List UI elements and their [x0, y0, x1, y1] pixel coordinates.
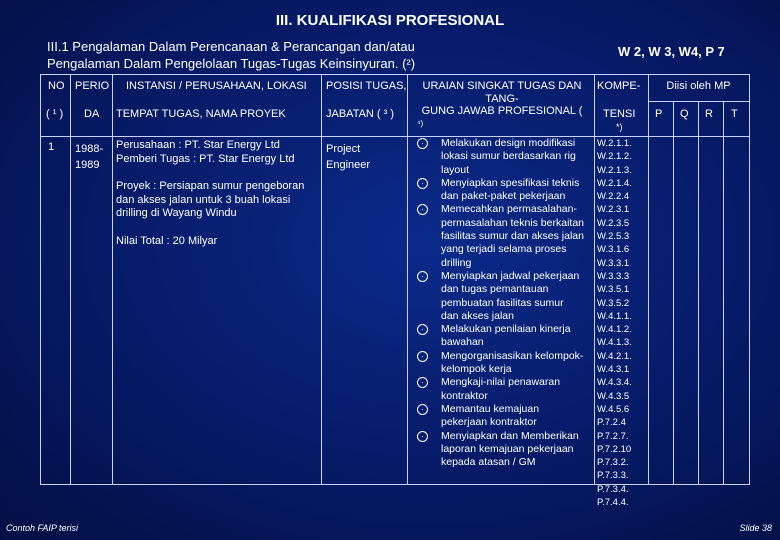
- header-kompetensi-3: *): [616, 122, 623, 132]
- task-line: Menyiapkan spesifikasi teknis: [441, 176, 580, 189]
- task-line: yang terjadi selama proses: [441, 243, 567, 256]
- clock-bullet-icon: ·: [417, 324, 428, 335]
- subtitle-line-1: III.1 Pengalaman Dalam Perencanaan & Perancangan dan/atau: [47, 39, 415, 54]
- competency-code: W.4.1.3.: [597, 337, 632, 349]
- task-line: Melakukan design modifikasi: [441, 137, 576, 149]
- row-posisi-2: Engineer: [326, 159, 371, 171]
- page-title: III. KUALIFIKASI PROFESIONAL: [275, 12, 505, 29]
- task-line: Memecahkan permasalahan-: [441, 203, 577, 216]
- competency-code: W.4.3.5: [597, 390, 630, 402]
- task-item: [417, 430, 592, 470]
- task-line: Memantau kemajuan: [441, 402, 540, 415]
- clock-bullet-icon: ·: [417, 271, 428, 282]
- task-line: Menyiapkan jadwal pekerjaan: [441, 269, 580, 282]
- competency-code: W.4.3.1: [597, 364, 630, 376]
- task-line: kepada atasan / GM: [441, 456, 536, 469]
- row-proyek-1: Proyek : Persiapan sumur pengeboran: [116, 180, 305, 192]
- row-divider: [648, 101, 749, 102]
- row-proyek-3: drilling di Wayang Windu: [116, 207, 237, 219]
- task-line: kelompok kerja: [441, 363, 512, 376]
- row-periode: [75, 141, 103, 173]
- task-line: dan tugas pemantauan: [441, 283, 549, 296]
- header-uraian-1: URAIAN SINGKAT TUGAS DAN: [422, 80, 582, 92]
- clock-bullet-icon: ·: [417, 351, 428, 362]
- header-instansi-1: INSTANSI / PERUSAHAAN, LOKASI: [126, 80, 307, 92]
- header-uraian-2: TANG-: [485, 92, 519, 105]
- clock-bullet-icon: ·: [417, 431, 428, 442]
- competency-code: W.2.1.1.: [597, 138, 632, 149]
- header-no-note: ( ¹ ): [46, 108, 64, 120]
- row-posisi: [326, 141, 370, 173]
- competency-code: W.2.1.2.: [597, 151, 632, 163]
- row-proyek-2: dan akses jalan untuk 3 buah lokasi: [116, 193, 291, 206]
- task-list: [417, 137, 592, 469]
- competency-code: W.2.5.3: [597, 231, 630, 243]
- task-item: [417, 376, 592, 403]
- task-item: [417, 350, 592, 377]
- competency-code: W.3.5.2: [597, 297, 630, 309]
- subtitle-line-2: Pengalaman Dalam Pengelolaan Tugas-Tugas Keinsinyuran. (²): [47, 56, 416, 71]
- competency-code: P.7.4.4.: [597, 497, 629, 509]
- clock-bullet-icon: ·: [417, 377, 428, 388]
- clock-bullet-icon: ·: [417, 404, 428, 415]
- task-line: Melakukan penilaian kinerja: [441, 323, 571, 336]
- task-line: Mengkaji-nilai penawaran: [441, 376, 561, 389]
- task-line: laporan kemajuan pekerjaan: [441, 442, 574, 455]
- row-instansi: [116, 139, 321, 248]
- qualification-table: [40, 74, 750, 509]
- competency-code: W.2.3.5: [597, 217, 630, 229]
- task-line: layout: [441, 163, 470, 176]
- competency-code: P.7.2.10: [597, 443, 632, 455]
- task-line: fasilitas sumur dan akses jalan: [441, 230, 584, 243]
- header-uraian: [411, 80, 593, 130]
- section-subtitle: [47, 38, 415, 72]
- task-line: lokasi sumur berdasarkan rig: [441, 150, 576, 163]
- header-kompetensi-2: TENSI: [603, 108, 636, 120]
- task-item: [417, 177, 592, 204]
- competency-code: W.2.1.4.: [597, 177, 632, 189]
- task-line: pekerjaan kontraktor: [441, 416, 537, 429]
- task-item: [417, 137, 592, 177]
- task-line: pembuatan fasilitas sumur: [441, 296, 564, 309]
- task-item: [417, 323, 592, 350]
- row-periode-2: 1989: [75, 159, 100, 171]
- header-t: T: [731, 108, 738, 120]
- competency-code: P.7.3.2.: [597, 457, 629, 469]
- competency-code: P.7.3.4.: [597, 483, 629, 495]
- task-line: dan akses jalan: [441, 309, 514, 322]
- competency-code: W.4.3.4.: [597, 377, 632, 389]
- task-item: [417, 403, 592, 430]
- slide-number: Slide 38: [739, 523, 772, 533]
- header-posisi-1: POSISI TUGAS,: [326, 80, 407, 92]
- competency-code: W.3.3.1: [597, 257, 630, 269]
- competency-code: P.7.2.4: [597, 417, 626, 429]
- header-no: NO: [48, 80, 65, 92]
- competency-code: W.4.5.6: [597, 403, 630, 415]
- header-periode-1: PERIO: [75, 80, 110, 92]
- clock-bullet-icon: ·: [417, 204, 428, 215]
- competency-code: W.4.2.1.: [597, 350, 632, 362]
- row-no: 1: [48, 141, 55, 153]
- clock-bullet-icon: ·: [417, 178, 428, 189]
- task-line: drilling: [441, 256, 472, 269]
- column-divider: [698, 101, 699, 484]
- competency-code: W.3.1.6: [597, 244, 630, 256]
- task-line: bawahan: [441, 336, 484, 349]
- header-p: P: [655, 108, 663, 120]
- header-r: R: [705, 108, 713, 120]
- row-periode-1: 1988-: [75, 143, 104, 155]
- footer-caption: Contoh FAIP terisi: [6, 523, 79, 533]
- header-kompetensi-1: KOMPE-: [597, 80, 641, 92]
- competency-code: P.7.2.7.: [597, 430, 629, 442]
- competency-code: W.2.3.1: [597, 204, 630, 216]
- header-instansi-2: TEMPAT TUGAS, NAMA PROYEK: [116, 108, 286, 120]
- header-periode-2: DA: [84, 108, 100, 120]
- task-item: [417, 270, 592, 323]
- competency-code: W.4.1.1.: [597, 310, 632, 322]
- column-divider: [723, 101, 724, 484]
- row-perusahaan: Perusahaan : PT. Star Energy Ltd: [116, 139, 280, 151]
- column-divider: [673, 101, 674, 484]
- task-line: Menyiapkan dan Memberikan: [441, 429, 579, 442]
- competency-code: W.3.5.1: [597, 284, 630, 296]
- row-pemberi-tugas: Pemberi Tugas : PT. Star Energy Ltd: [116, 152, 295, 165]
- task-line: kontraktor: [441, 389, 488, 402]
- task-line: permasalahan teknis berkaitan: [441, 216, 585, 229]
- competency-code: W.2.1.3.: [597, 164, 632, 176]
- header-diisi-mp: Diisi oleh MP: [666, 80, 731, 92]
- row-posisi-1: Project: [326, 143, 361, 155]
- header-posisi-2: JABATAN ( ³ ): [326, 108, 395, 120]
- clock-bullet-icon: ·: [417, 138, 428, 149]
- row-nilai-total: Nilai Total : 20 Milyar: [116, 234, 218, 247]
- header-uraian-3: GUNG JAWAB PROFESIONAL (: [421, 105, 583, 117]
- competency-code: W.4.1.2.: [597, 324, 632, 336]
- header-q: Q: [680, 108, 689, 120]
- competency-codes-header: W 2, W 3, W4, P 7: [618, 44, 725, 59]
- competency-code: W.2.2.4: [597, 191, 630, 203]
- task-item: [417, 203, 592, 269]
- task-line: dan paket-paket pekerjaan: [441, 190, 566, 203]
- task-line: Mengorganisasikan kelompok-: [441, 349, 584, 362]
- competency-code: W.3.3.3: [597, 270, 630, 282]
- competency-code: P.7.3.3.: [597, 470, 629, 482]
- header-uraian-4: ⁴): [417, 118, 424, 128]
- competency-code-list: [597, 137, 645, 509]
